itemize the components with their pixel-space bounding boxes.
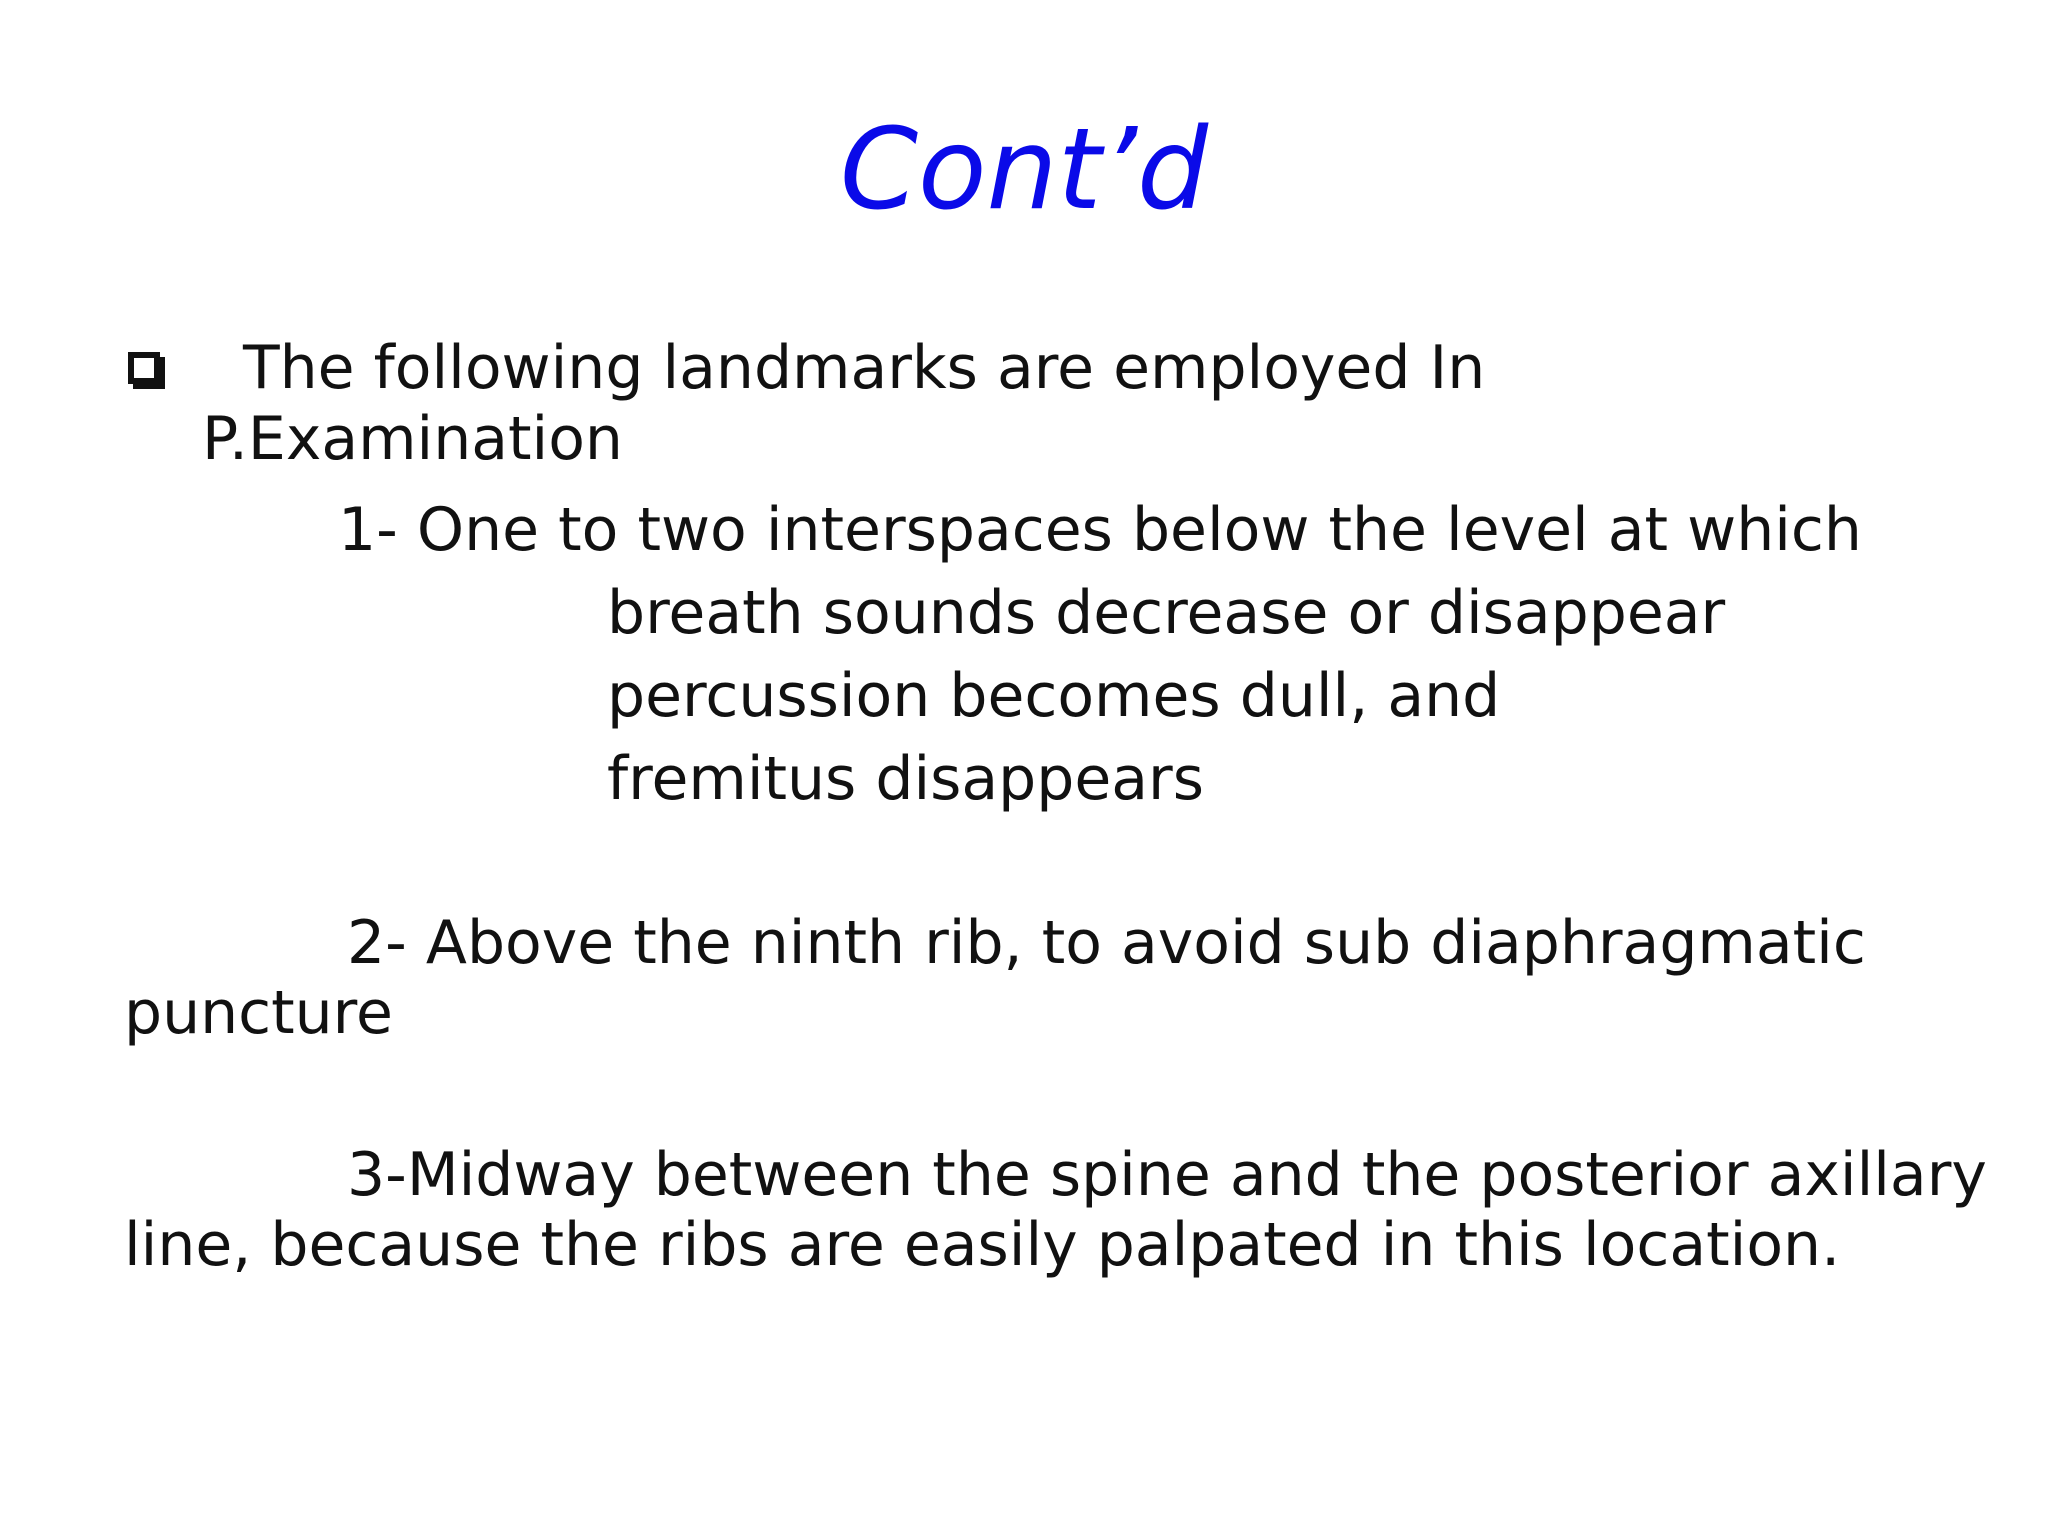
item2-line-1: 2- Above the ninth rib, to avoid sub diaphragmatic [347, 908, 1866, 978]
item1-line-1: 1- One to two interspaces below the level at which [338, 495, 1862, 565]
item1-line-3: percussion becomes dull, and [607, 661, 1501, 731]
item2-line-2: puncture [124, 978, 393, 1048]
item1-line-4: fremitus disappears [607, 744, 1204, 814]
item3-line-2: line, because the ribs are easily palpated in this location. [124, 1210, 1841, 1280]
hollow-square-bullet-icon [128, 352, 160, 384]
intro-line-2: P.Examination [202, 404, 623, 474]
slide-title: Cont’d [839, 105, 1209, 235]
item3-line-1: 3-Midway between the spine and the posterior axillary [347, 1140, 1987, 1210]
intro-line-1: The following landmarks are employed In [243, 333, 1486, 403]
item1-line-2: breath sounds decrease or disappear [607, 578, 1726, 648]
